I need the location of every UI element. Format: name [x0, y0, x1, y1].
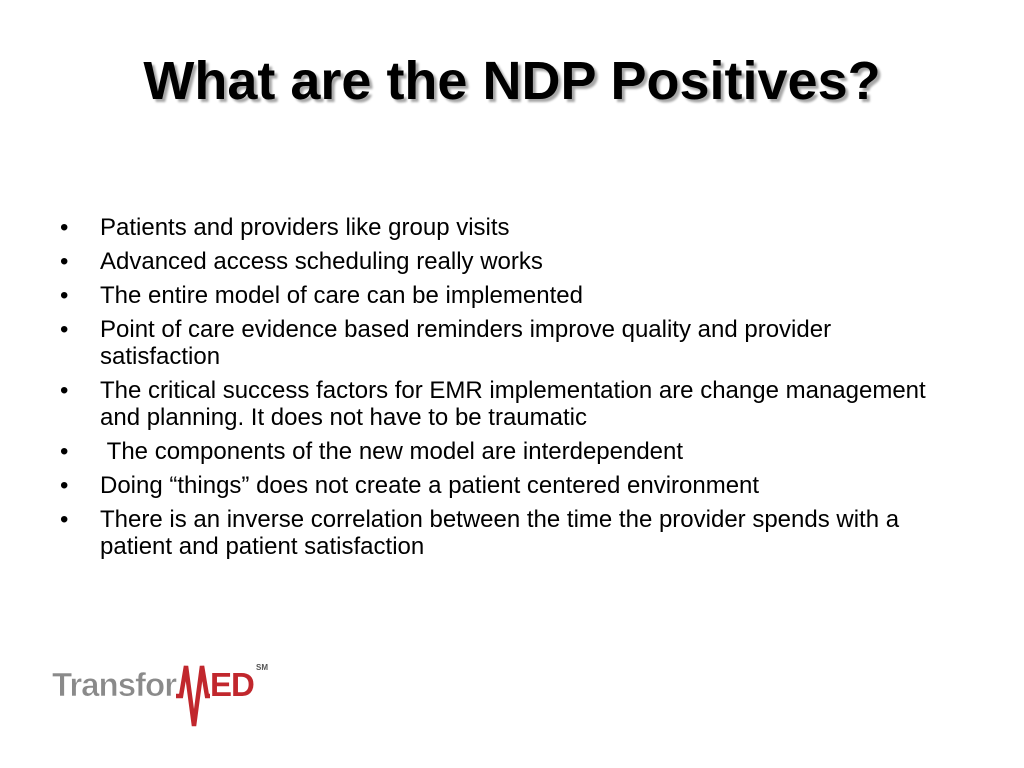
list-item [60, 438, 940, 465]
bullet-text: The components of the new model are interdependent [100, 438, 684, 465]
bullet-text: The entire model of care can be implemented [100, 282, 583, 309]
service-mark: SM [256, 663, 268, 672]
bullet-icon: • [60, 214, 69, 241]
bullet-icon: • [60, 472, 69, 499]
list-item [60, 506, 940, 560]
heartbeat-m-icon [176, 666, 210, 726]
bullet-icon: • [60, 282, 69, 309]
bullet-text: The critical success factors for EMR implementation are change management and planning. It does not have to be traumatic [100, 377, 926, 431]
list-item [60, 214, 940, 241]
list-item [60, 377, 940, 431]
transformed-logo [50, 652, 280, 732]
bullet-icon: • [60, 316, 69, 343]
bullet-text: There is an inverse correlation between the time the provider spends with a patient and patient satisfaction [100, 506, 900, 560]
bullet-icon: • [60, 377, 69, 404]
list-item [60, 472, 940, 499]
bullet-list [60, 214, 940, 567]
list-item [60, 316, 940, 370]
bullet-text: Patients and providers like group visits [100, 214, 510, 241]
logo-text-right: ED [210, 666, 254, 703]
bullet-icon: • [60, 438, 69, 465]
bullet-icon: • [60, 506, 69, 533]
bullet-text: Doing “things” does not create a patient centered environment [100, 472, 760, 499]
bullet-text: Point of care evidence based reminders improve quality and provider satisfaction [100, 316, 832, 370]
bullet-text: Advanced access scheduling really works [100, 248, 543, 275]
bullet-icon: • [60, 248, 69, 275]
list-item [60, 282, 940, 309]
slide-title: What are the NDP Positives? [143, 51, 881, 111]
list-item [60, 248, 940, 275]
logo-text-left: Transfor [52, 666, 177, 703]
